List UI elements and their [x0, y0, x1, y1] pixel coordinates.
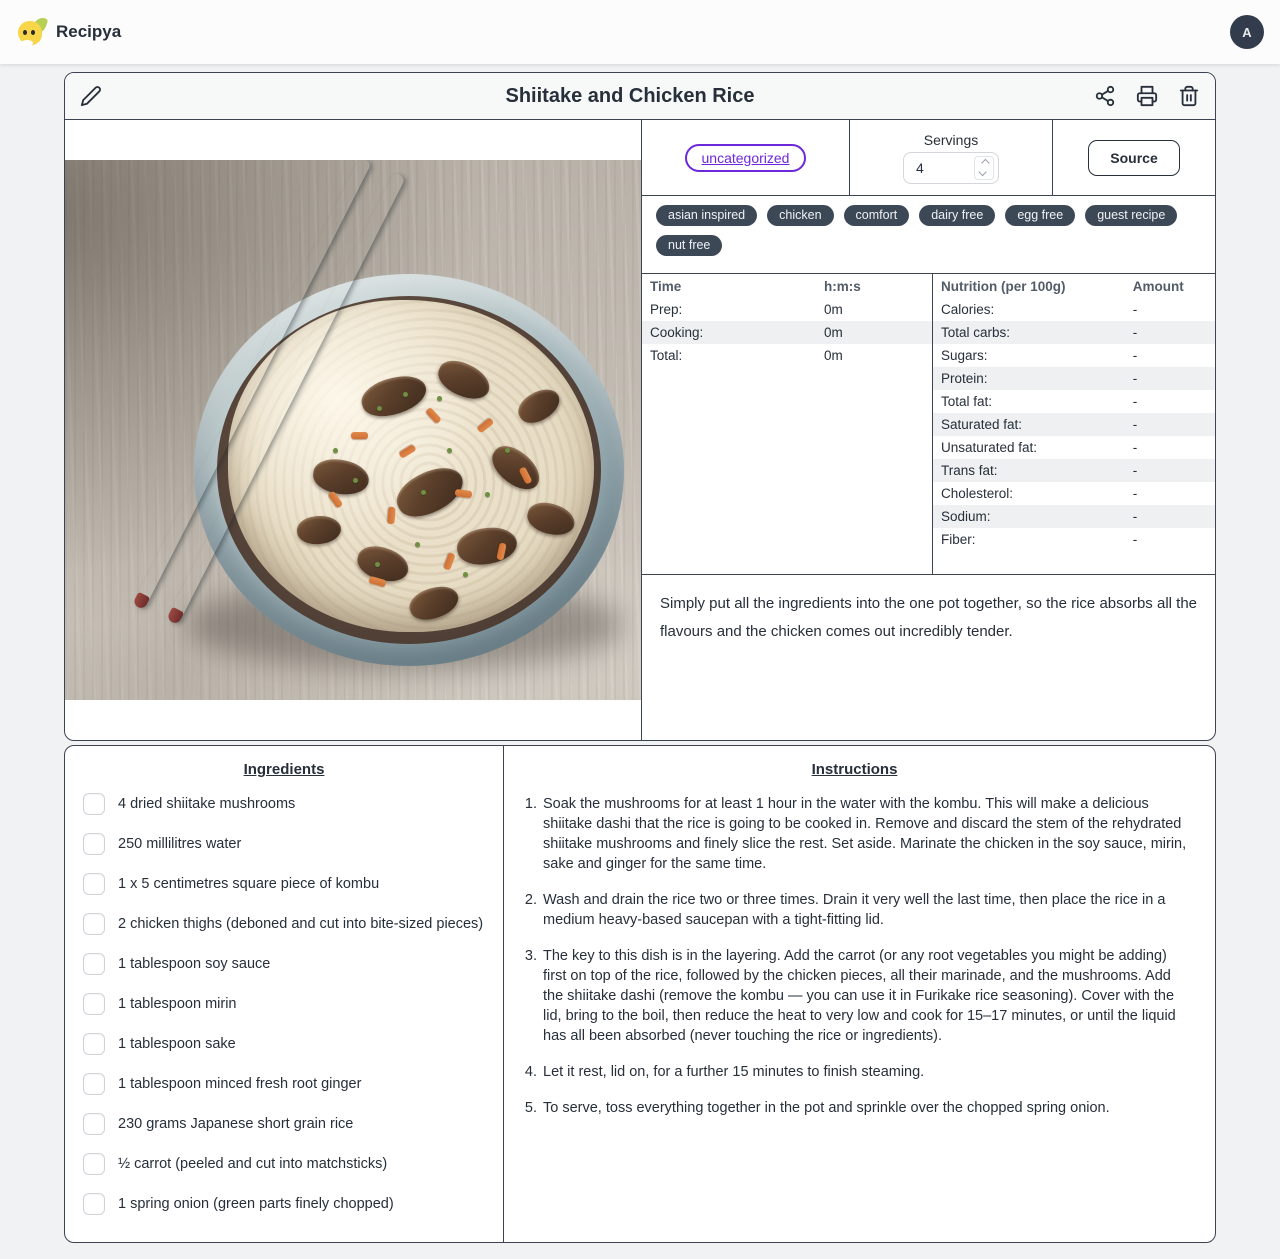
ingredient-item [83, 874, 485, 895]
source-button[interactable]: Source [1088, 140, 1179, 176]
nutrition-value: - [1132, 509, 1138, 524]
nutrition-value: - [1132, 348, 1138, 363]
ingredients-section [65, 746, 503, 1243]
ingredient-label: 230 grams Japanese short grain rice [118, 1116, 354, 1132]
page-title: Shiitake and Chicken Rice [505, 84, 755, 107]
info-column [641, 120, 1215, 740]
time-row [642, 344, 932, 367]
instruction-step: 5. To serve, toss everything together in the pot and sprinkle over the chopped spring onion. [541, 1098, 1189, 1118]
servings-label: Servings [923, 131, 979, 148]
category-pill[interactable]: uncategorized [685, 144, 807, 172]
ingredient-item [83, 1034, 485, 1055]
app-name[interactable]: Recipya [56, 22, 122, 41]
ingredient-checkbox[interactable] [83, 1073, 105, 1095]
nutrition-value: - [1132, 463, 1138, 478]
instruction-step: 1. Soak the mushrooms for at least 1 hour in the water with the kombu. This will make a delicious shiitake dashi that the rice is going to be cooked in. Remove and discard the stem of the rehydrated shiitake mushrooms and finely slice the rest. Set aside. Marinate the chicken in the soy sauce, mirin, sake and ginger for the same time. [541, 794, 1189, 874]
nutrition-label: Sugars: [941, 348, 988, 363]
instruction-step: 2. Wash and drain the rice two or three times. Drain it very well the last time, then place the rice in a medium heavy-based saucepan with a tight-fitting lid. [541, 890, 1189, 930]
ingredient-checkbox[interactable] [83, 993, 105, 1015]
nutrition-value: - [1132, 417, 1138, 432]
nutrition-label: Total fat: [941, 394, 993, 409]
nutrition-label: Total carbs: [941, 325, 1011, 340]
servings-input[interactable] [916, 160, 964, 176]
stepper-buttons[interactable] [974, 156, 994, 180]
tag-badge: chicken [767, 205, 833, 226]
trash-icon [1178, 85, 1200, 107]
nutrition-label: Calories: [941, 302, 995, 317]
lists-card [64, 745, 1216, 1243]
time-row [642, 321, 932, 344]
nutrition-row [933, 344, 1215, 367]
tag-badge: nut free [656, 235, 722, 256]
ingredient-label: 1 spring onion (green parts finely chopped) [118, 1196, 394, 1212]
nutrition-row [933, 321, 1215, 344]
time-value: 0m [824, 302, 843, 317]
nutrition-value: - [1132, 532, 1138, 547]
ingredient-checkbox[interactable] [83, 913, 105, 935]
nutrition-label: Sodium: [941, 509, 991, 524]
ingredient-label: 1 tablespoon sake [118, 1036, 236, 1052]
nutrition-value: - [1132, 486, 1138, 501]
instructions-list [541, 794, 1189, 1118]
nutrition-row [933, 367, 1215, 390]
nutrition-value: - [1132, 394, 1138, 409]
meta-row [642, 120, 1215, 196]
nutrition-value: - [1132, 371, 1138, 386]
nutrition-col-header: Nutrition (per 100g) [941, 279, 1066, 294]
nutrition-label: Unsaturated fat: [941, 440, 1038, 455]
nutrition-label: Protein: [941, 371, 988, 386]
delete-button[interactable] [1176, 83, 1202, 109]
ingredient-label: 250 millilitres water [118, 836, 242, 852]
nutrition-row [933, 390, 1215, 413]
ingredient-item [83, 1074, 485, 1095]
recipe-description: Simply put all the ingredients into the one pot together, so the rice absorbs all the flavours and the chicken comes out incredibly tender. [660, 595, 1197, 640]
nutrition-row [933, 436, 1215, 459]
ingredient-item [83, 914, 485, 935]
chevron-up-icon[interactable] [981, 159, 989, 167]
share-button[interactable] [1092, 83, 1118, 109]
nutrition-row [933, 298, 1215, 321]
time-value: 0m [824, 348, 843, 363]
recipe-photo [65, 160, 641, 700]
nutrition-label: Fiber: [941, 532, 976, 547]
recipe-title-bar [65, 73, 1215, 120]
ingredient-checkbox[interactable] [83, 1153, 105, 1175]
nutrition-value: - [1132, 302, 1138, 317]
instruction-step: 3. The key to this dish is in the layering. Add the carrot (or any root vegetables you might be adding) first on top of the rice, followed by the chicken pieces, all their marinade, and the mushrooms. Add the shiitake dashi (remove the kombu — you can use it in Furikake rice seasoning). Cover with the lid, bring to the boil, then reduce the heat to very low and cook for 15–17 minutes, or until the liquid has all been absorbed (never touching the rice or ingredients). [541, 946, 1189, 1046]
ingredient-checkbox[interactable] [83, 873, 105, 895]
instruction-step: 4. Let it rest, lid on, for a further 15 minutes to finish steaming. [541, 1062, 1189, 1082]
tag-badge: guest recipe [1085, 205, 1177, 226]
instructions-heading: Instructions [811, 761, 898, 778]
tag-badge: egg free [1005, 205, 1075, 226]
nutrition-table [932, 274, 1215, 574]
amount-col-header: Amount [1132, 279, 1184, 294]
ingredient-item [83, 1194, 485, 1215]
pencil-icon [80, 85, 102, 107]
nutrition-row [933, 413, 1215, 436]
share-icon [1094, 85, 1116, 107]
time-label: Prep: [650, 302, 683, 317]
time-row [642, 298, 932, 321]
printer-icon [1136, 85, 1158, 107]
avatar[interactable]: A [1230, 15, 1264, 49]
ingredient-label: 1 x 5 centimetres square piece of kombu [118, 876, 380, 892]
ingredient-checkbox[interactable] [83, 1193, 105, 1215]
ingredient-label: 1 tablespoon mirin [118, 996, 237, 1012]
time-table [642, 274, 932, 574]
nutrition-row [933, 459, 1215, 482]
ingredient-label: 2 chicken thighs (deboned and cut into bite-sized pieces) [118, 916, 484, 932]
ingredients-heading: Ingredients [243, 761, 325, 778]
ingredient-item [83, 1114, 485, 1135]
ingredient-item [83, 994, 485, 1015]
time-label: Cooking: [650, 325, 704, 340]
ingredient-checkbox[interactable] [83, 793, 105, 815]
ingredient-checkbox[interactable] [83, 953, 105, 975]
nutrition-row [933, 505, 1215, 528]
ingredient-item [83, 954, 485, 975]
app-header [0, 0, 1280, 64]
ingredient-label: ½ carrot (peeled and cut into matchsticks) [118, 1156, 388, 1172]
ingredient-item [83, 834, 485, 855]
ingredient-checkbox[interactable] [83, 1033, 105, 1055]
hms-col-header: h:m:s [824, 279, 861, 294]
nutrition-label: Cholesterol: [941, 486, 1014, 501]
nutrition-label: Trans fat: [941, 463, 998, 478]
nutrition-row [933, 482, 1215, 505]
ingredient-item [83, 794, 485, 815]
tag-badge: asian inspired [656, 205, 757, 226]
recipya-logo-icon [16, 17, 46, 47]
tag-badge: comfort [844, 205, 910, 226]
nutrition-value: - [1132, 325, 1138, 340]
tag-badge: dairy free [919, 205, 995, 226]
ingredient-item [83, 1154, 485, 1175]
time-label: Total: [650, 348, 683, 363]
time-col-header: Time [650, 279, 682, 294]
nutrition-value: - [1132, 440, 1138, 455]
ingredient-checkbox[interactable] [83, 1113, 105, 1135]
chevron-down-icon[interactable] [978, 168, 986, 176]
tables-row [642, 274, 1215, 575]
photo-column [65, 120, 641, 740]
instructions-section [503, 746, 1215, 1243]
nutrition-label: Saturated fat: [941, 417, 1023, 432]
print-button[interactable] [1134, 83, 1160, 109]
edit-button[interactable] [78, 83, 104, 109]
ingredient-checkbox[interactable] [83, 833, 105, 855]
rice-illustration [228, 300, 594, 632]
nutrition-row [933, 528, 1215, 551]
ingredient-label: 1 tablespoon soy sauce [118, 956, 271, 972]
ingredient-label: 1 tablespoon minced fresh root ginger [118, 1076, 362, 1092]
recipe-card [64, 72, 1216, 741]
time-value: 0m [824, 325, 843, 340]
tags-row [642, 196, 1215, 274]
servings-stepper[interactable] [903, 152, 999, 184]
ingredients-list [83, 794, 485, 1215]
ingredient-label: 4 dried shiitake mushrooms [118, 796, 296, 812]
